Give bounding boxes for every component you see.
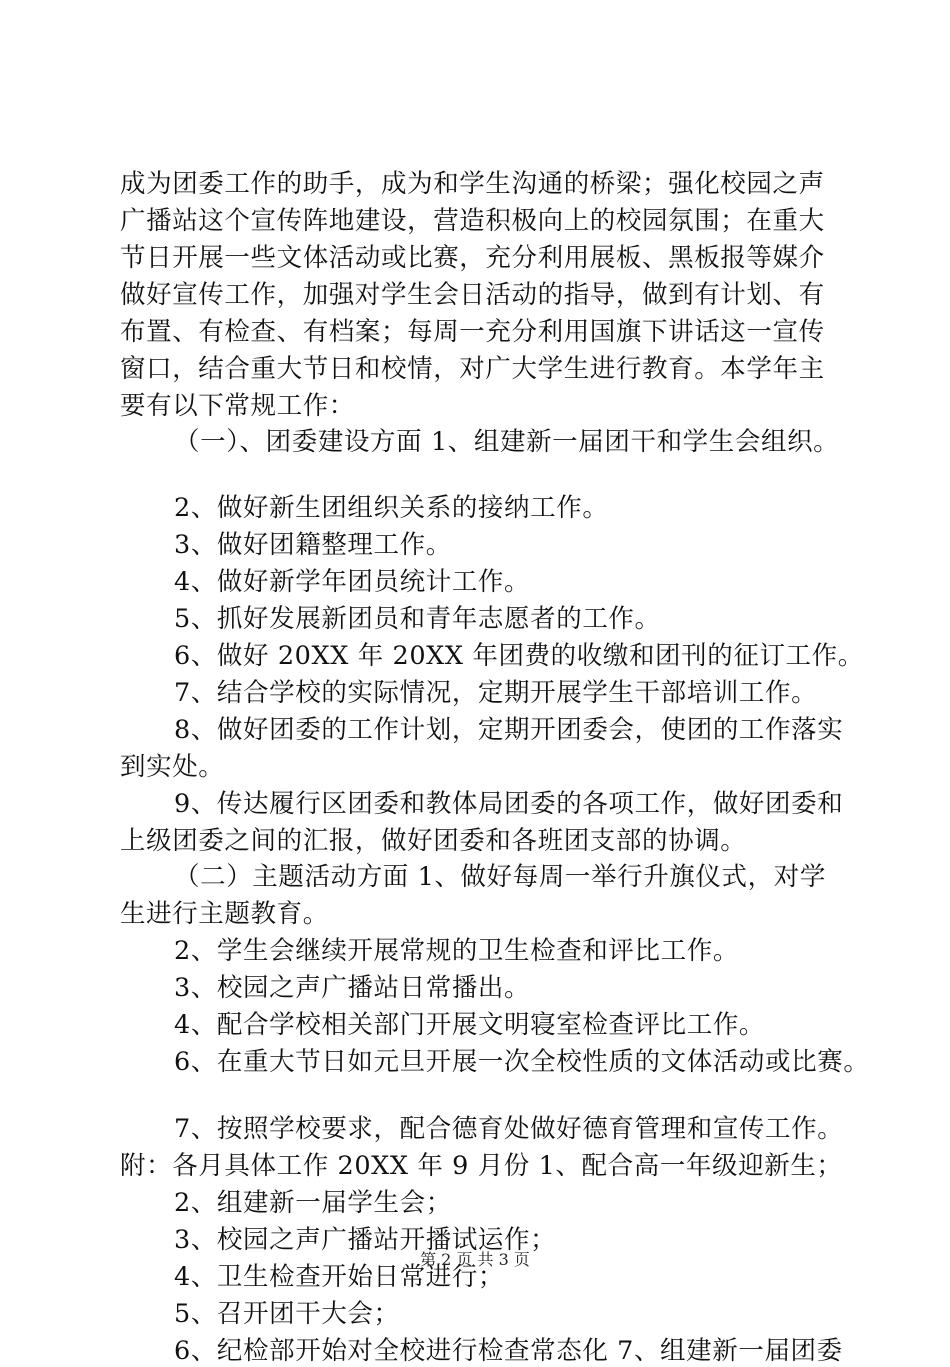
text-line: 窗口，结合重大节日和校情，对广大学生进行教育。本学年主 [120,354,825,384]
text-line: 节日开展一些文体活动或比赛，充分利用展板、黑板报等媒介 [120,243,825,273]
list-item: 5、抓好发展新团员和青年志愿者的工作。 [174,604,661,634]
list-item: 6、在重大节日如元旦开展一次全校性质的文体活动或比赛。 [174,1047,870,1077]
text-line: 做好宣传工作，加强对学生会日活动的指导，做到有计划、有 [120,280,825,310]
text-line: 广播站这个宣传阵地建设，营造积极向上的校园氛围；在重大 [120,206,825,236]
text-line: 要有以下常规工作： [120,391,355,421]
list-item: 4、做好新学年团员统计工作。 [174,567,531,597]
text-line: 布置、有检查、有档案；每周一充分利用国旗下讲话这一宣传 [120,317,825,347]
list-item: 7、按照学校要求，配合德育处做好德育管理和宣传工作。 [174,1114,844,1144]
list-item: 2、学生会继续开展常规的卫生检查和评比工作。 [174,936,739,966]
list-item: 7、结合学校的实际情况，定期开展学生干部培训工作。 [174,678,818,708]
text-line: 成为团委工作的助手，成为和学生沟通的桥梁；强化校园之声 [120,169,825,199]
list-item: 6、纪检部开始对全校进行检查常态化 7、组建新一届团委 [174,1336,843,1366]
list-item: 8、做好团委的工作计划，定期开团委会，使团的工作落实 [174,715,844,745]
list-item: 2、组建新一届学生会； [174,1188,452,1218]
list-item: 9、传达履行区团委和教体局团委的各项工作，做好团委和 [174,789,844,819]
list-item-continuation: 上级团委之间的汇报，做好团委和各班团支部的协调。 [120,826,747,856]
list-item: 2、做好新生团组织关系的接纳工作。 [174,493,609,523]
appendix-heading-line: 附：各月具体工作 20XX 年 9 月份 1、配合高一年级迎新生； [120,1151,843,1181]
page-number-footer: 第 2 页 共 3 页 [420,1250,530,1269]
list-item: 6、做好 20XX 年 20XX 年团费的收缴和团刊的征订工作。 [174,641,864,671]
list-item: 5、召开团干大会； [174,1299,400,1329]
list-item-continuation: 生进行主题教育。 [120,899,329,929]
list-item: 4、配合学校相关部门开展文明寝室检查评比工作。 [174,1010,766,1040]
list-item: 3、校园之声广播站日常播出。 [174,973,531,1003]
list-item-continuation: 到实处。 [120,752,225,782]
list-item: 4、卫生检查开始日常进行； [174,1262,505,1292]
section-heading-line: （二）主题活动方面 1、做好每周一举行升旗仪式，对学 [174,862,826,892]
section-heading-line: （一）、团委建设方面 1、组建新一届团干和学生会组织。 [174,427,840,457]
list-item: 3、校园之声广播站开播试运作； [174,1225,557,1255]
list-item: 3、做好团籍整理工作。 [174,530,452,560]
